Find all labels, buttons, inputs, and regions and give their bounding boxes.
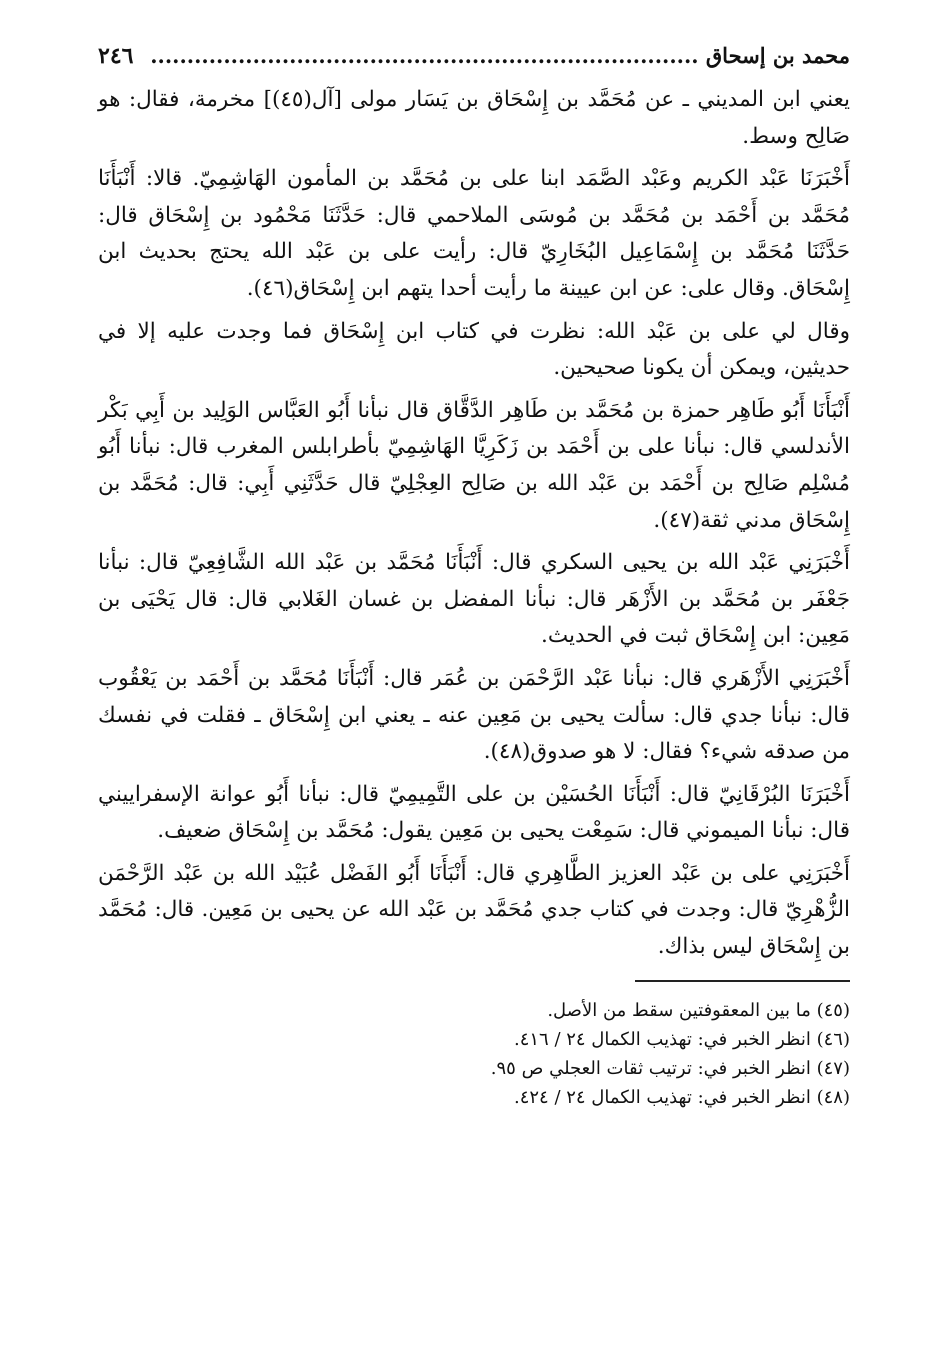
book-page xyxy=(98,36,850,1112)
footnote: (٤٦) انظر الخبر في: تهذيب الكمال ٢٤ / ٤١٦. xyxy=(513,1028,850,1050)
paragraph: يعني ابن المديني ـ عن مُحَمَّد بن إِسْحَاق بن يَسَار مولى [آل(٤٥)] مخرمة، فقال: هو صَالِح وسط. xyxy=(98,87,850,149)
paragraph: أَخْبَرَنِي الأَزْهَري قال: نبأنا عَبْد الرَّحْمَن بن عُمَر قال: أَنْبَأَنَا مُحَمَّد بن أَحْمَد بن يَعْقُوب قال: نبأنا جدي قال: سألت يحيى بن مَعِين عنه ـ يعني ابن إِسْحَاق ـ فقلت في نفسك من صدقه شيء؟ فقال: لا هو صدوق(٤٨). xyxy=(98,665,850,765)
running-title-line xyxy=(143,36,850,76)
paragraph: أَنْبَأَنَا أَبُو طَاهِر حمزة بن مُحَمَّد بن طَاهِر الدَّقَّاق قال نبأنا أَبُو العَبَّاس الوَلِيد بن أَبِي بَكْر الأندلسي قال: نبأنا على بن أَحْمَد بن زَكَرِيَّا الهَاشِمِيّ بأطرابلس المغرب قال: نبأنا أَبُو مُسْلِم صَالِح بن أَحْمَد بن عَبْد الله بن صَالِح العِجْلِيّ قال حَدَّثَنِي أَبِي: قال: مُحَمَّد بن إِسْحَاق مدني ثقة(٤٧). xyxy=(98,397,850,533)
paragraph: أَخْبَرَنِي عَبْد الله بن يحيى السكري قال: أَنْبَأَنَا مُحَمَّد بن عَبْد الله الشَّافِعِيّ قال: نبأنا جَعْفَر بن مُحَمَّد بن الأَزْهَر قال: نبأنا المفضل بن غسان الغَلابي قال: قال يَحْيَى بن مَعِين: ابن إِسْحَاق ثبت في الحديث. xyxy=(98,550,850,649)
paragraph: أَخْبَرَنِي على بن عَبْد العزيز الطَّاهِري قال: أَنْبَأَنَا أَبُو الفَضْل عُبَيْد الله بن عَبْد الرَّحْمَن الزُّهْرِيّ قال: وجدت في كتاب جدي مُحَمَّد بن عَبْد الله عن يحيى بن مَعِين. قال: مُحَمَّد بن إِسْحَاق ليس بذاك. xyxy=(98,860,850,960)
paragraph: أَخْبَرَنَا البُرْقَانِيّ قال: أَنْبَأَنَا الحُسَيْن بن على التَّمِيمِيّ قال: نبأنا أَبُو عوانة الإسفراييني قال: نبأنا الميموني قال: سَمِعْت يحيى بن مَعِين يقول: مُحَمَّد بن إِسْحَاق ضعيف. xyxy=(98,781,850,844)
footnote: (٤٨) انظر الخبر في: تهذيب الكمال ٢٤ / ٤٢٤. xyxy=(513,1086,850,1108)
footnote-separator xyxy=(635,980,850,982)
footnotes xyxy=(98,996,850,1112)
page-number: ٢٤٦ xyxy=(98,43,134,69)
leader-dots: ........................................................................... xyxy=(150,43,699,68)
paragraph: أَخْبَرَنَا عَبْد الكريم وعَبْد الصَّمَد ابنا على بن مُحَمَّد بن المأمون الهَاشِمِيّ. قالا: أَنْبَأَنَا مُحَمَّد بن أَحْمَد بن مُحَمَّد بن مُوسَى الملاحمي قال: حَدَّثَنَا مَحْمُود بن إِسْحَاق قال: حَدَّثَنَا مُحَمَّد بن إِسْمَاعِيل البُخَارِيّ قال: رأيت على بن عَبْد الله يحتج بحديث ابن إِسْحَاق. وقال على: عن ابن عيينة ما رأيت أحدا يتهم ابن إِسْحَاق(٤٦). xyxy=(98,166,850,301)
footnote: (٤٧) انظر الخبر في: ترتيب ثقات العجلي ص ٩٥. xyxy=(490,1057,850,1079)
paragraph: وقال لي على بن عَبْد الله: نظرت في كتاب ابن إِسْحَاق فما وجدت عليه إلا في حديثين، ويمكن أن يكونا صحيحين. xyxy=(98,318,850,381)
running-title: محمد بن إسحاق xyxy=(705,43,850,68)
footnote: (٤٥) ما بين المعقوفتين سقط من الأصل. xyxy=(547,999,850,1021)
main-text xyxy=(98,82,850,966)
running-header xyxy=(98,36,850,76)
